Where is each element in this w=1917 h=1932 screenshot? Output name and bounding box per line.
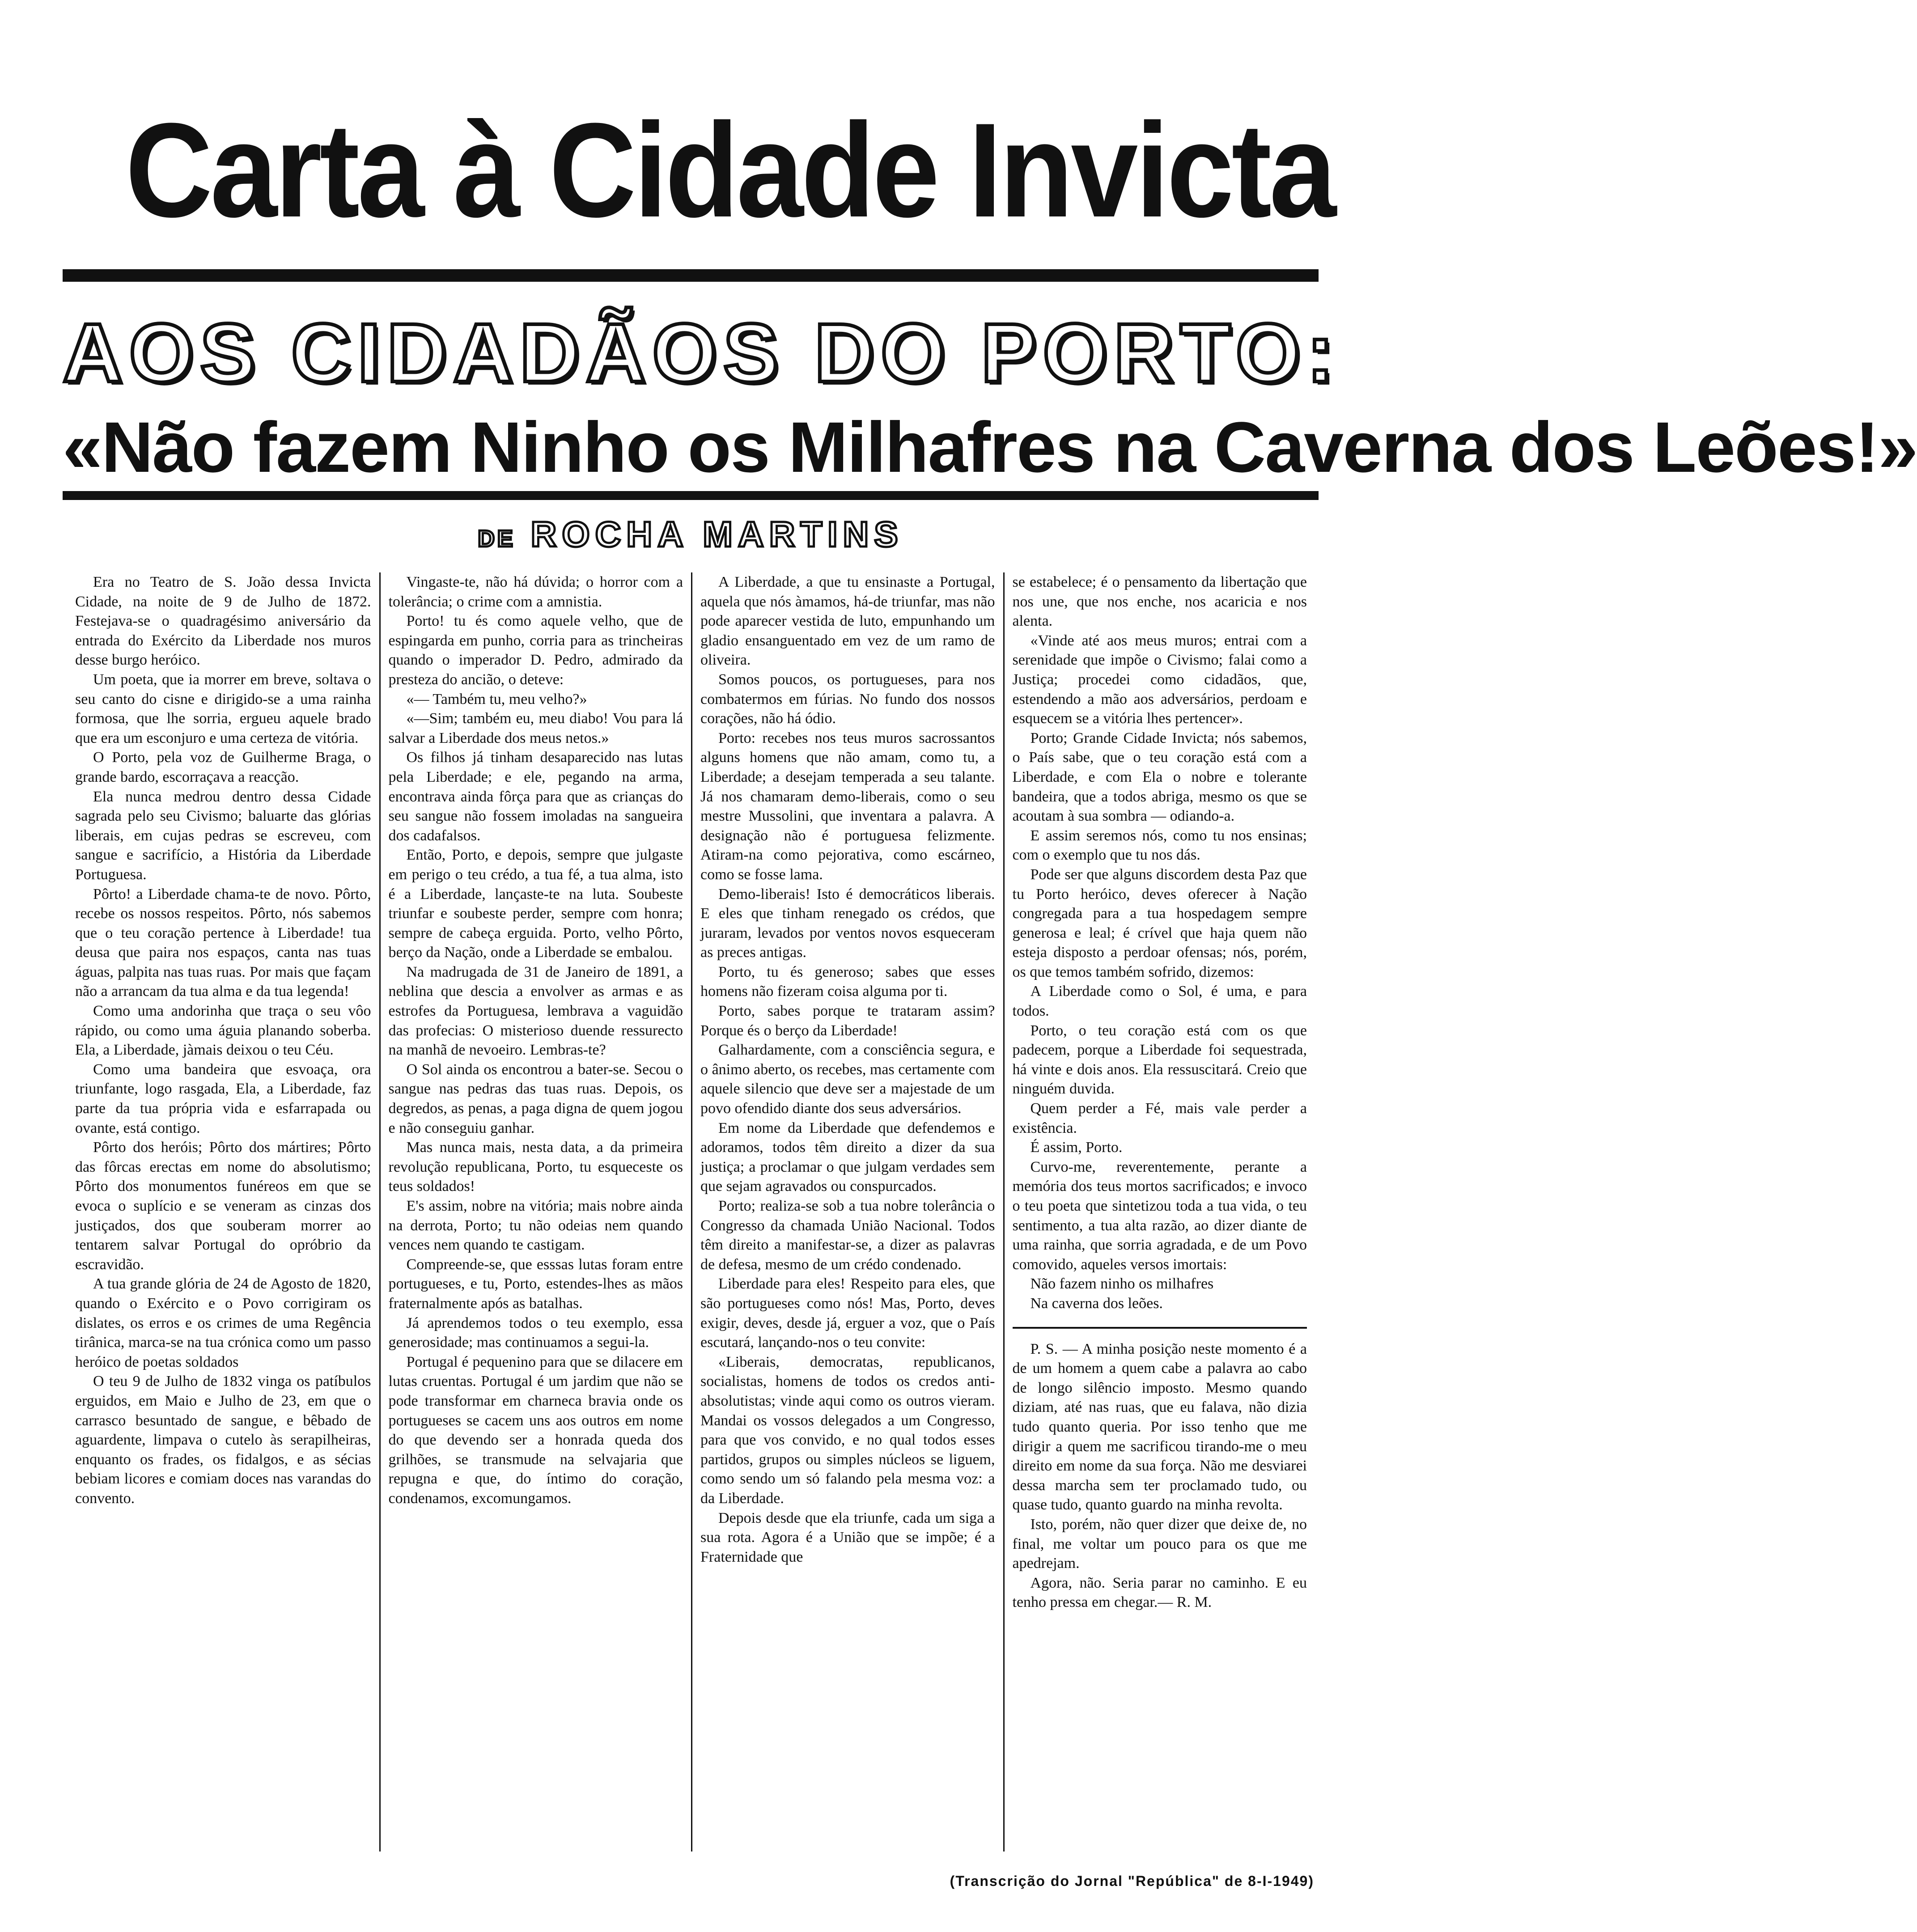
paragraph: Porto, o teu coração está com os que padecem, porque a Liberdade foi sequestrada, há vinte e dois anos. Ela ressuscitará. Creio que ninguém duvida.: [1012, 1022, 1307, 1097]
paragraph: A Liberdade, a que tu ensinaste a Portugal, aquela que nós àmamos, há-de triunfar, mas não pode aparecer vestida de luto, empunhando um gladio ensanguentado em vez de um ramo de oliveira.: [700, 574, 995, 669]
paragraph: Em nome da Liberdade que defendemos e adoramos, todos têm direito a dizer da sua justiça; a proclamar o que julgam verdades sem que sejam agravados ou conspurcados.: [700, 1119, 995, 1195]
paragraph: Portugal é pequenino para que se dilacere em lutas cruentas. Portugal é um jardim que não se pode transformar em charneca bravia onde os portugueses se cacem uns aos outros em nome do que devendo ser a honrada queda dos grilhões, se transmude na selvajaria que repugna e que, do íntimo do coração, condenamos, excomungamos.: [388, 1353, 683, 1507]
paragraph: E assim seremos nós, como tu nos ensinas; com o exemplo que tu nos dás.: [1012, 827, 1307, 864]
paragraph: Liberdade para eles! Respeito para eles, que são portugueses como nós! Mas, Porto, deves exigir, deves, desde já, erguer a voz, que o País escutará, lançando-nos o teu convite:: [700, 1275, 995, 1351]
paragraph: Porto; Grande Cidade Invicta; nós sabemos, o País sabe, que o teu coração está com a Liberdade, e com Ela o nobre e tolerante bandeira, que a todos abriga, mesmo os que se acoutam à sua sombra — odiando-a.: [1012, 729, 1307, 825]
paragraph: Porto, sabes porque te trataram assim? Porque és o berço da Liberdade!: [700, 1003, 995, 1039]
source-note: (Transcrição do Jornal "República" de 8-I-1949): [950, 1873, 1314, 1889]
paragraph: Os filhos já tinham desaparecido nas lutas pela Liberdade; e ele, pegando na arma, encontrava ainda fôrça para que as crianças do seu sangue não fossem imoladas na sangueira dos cadafalsos.: [388, 749, 683, 844]
subtitle: AOS CIDADÃOS DO PORTO:: [63, 307, 1341, 399]
paragraph: A tua grande glória de 24 de Agosto de 1820, quando o Exército e o Povo corrigiram os dislates, os erros e os crimes de uma Regência tirânica, marca-se na tua crónica como um passo heróico de poetas soldados: [75, 1275, 371, 1370]
paragraph: Então, Porto, e depois, sempre que julgaste em perigo o teu crédo, a tua fé, a tua alma, isto é a Liberdade, lançaste-te na luta. Soubeste triunfar e soubeste perder, sempre com honra; sempre de cabeça erguida. Porto, velho Pôrto, berço da Nação, onde a Liberdade se embalou.: [388, 847, 683, 961]
paragraph: Porto, tu és generoso; sabes que esses homens não fizeram coisa alguma por ti.: [700, 963, 995, 1000]
page-title: Carta à Cidade Invicta: [125, 95, 1334, 245]
paragraph: Agora, não. Seria parar no caminho. E eu tenho pressa em chegar.— R. M.: [1012, 1574, 1307, 1611]
paragraph: Pôrto dos heróis; Pôrto dos mártires; Pôrto das fôrcas erectas em nome do absolutismo; Pôrto dos monumentos funéreos em que se evoca o suplício e se veneram as cinzas dos justiçados, dos que souberam morrer ao tentarem salvar Portugal do opróbrio da escravidão.: [75, 1139, 371, 1273]
article-column-1: [67, 572, 379, 1852]
article-column-2: [379, 572, 691, 1852]
paragraph: Como uma andorinha que traça o seu vôo rápido, ou como uma águia planando soberba. Ela, a Liberdade, jàmais deixou o teu Céu.: [75, 1003, 371, 1059]
postscript: P. S. — A minha posição neste momento é a de um homem a quem cabe a palavra ao cabo de longo silêncio imposto. Mesmo quando diziam, até nas ruas, que eu falava, não dizia tudo quanto queria. Por isso tenho que me dirigir a quem me sacrificou tirando-me o meu direito em nome da sua força. Não me desviarei dessa marcha sem ter proclamado tudo, ou quase tudo, quanto guardo na minha revolta.: [1013, 1327, 1307, 1515]
paragraph: se estabelece; é o pensamento da libertação que nos une, que nos enche, nos acaricia e nos alenta.: [1012, 574, 1307, 630]
paragraph: Já aprendemos todos o teu exemplo, essa generosidade; mas continuamos a segui-la.: [388, 1314, 683, 1351]
paragraph: E's assim, nobre na vitória; mais nobre ainda na derrota, Porto; tu não odeias nem quando vences nem quando te castigam.: [388, 1198, 683, 1254]
paragraph: Demo-liberais! Isto é democráticos liberais. E eles que tinham renegado os crédos, que juraram, levados por ventos novos esqueceram as preces antigas.: [700, 886, 995, 961]
paragraph: Porto; realiza-se sob a tua nobre tolerância o Congresso da chamada União Nacional. Todos têm direito a manifestar-se, a dizer as palavras de defesa, mesmo de um crédo condenado.: [700, 1198, 995, 1273]
paragraph: Quem perder a Fé, mais vale perder a existência.: [1012, 1100, 1307, 1136]
paragraph: Ela nunca medrou dentro dessa Cidade sagrada pelo seu Civismo; baluarte das glórias liberais, em cujas pedras se escreveu, com sangue e sacrifício, a História da Liberdade Portuguesa.: [75, 788, 371, 883]
verse-line: Na caverna dos leões.: [1030, 1295, 1163, 1312]
byline: [63, 514, 1319, 555]
paragraph: É assim, Porto.: [1030, 1139, 1123, 1156]
paragraph: «Liberais, democratas, republicanos, socialistas, homens de todos os credos anti-absolutistas; vinde aqui como os outros vieram. Mandai os vossos delegados a um Congresso, para que vos convido, e no qual todos esses partidos, grupos ou simples núcleos se liguem, como sendo um só falando pela mesma voz: a da Liberdade.: [700, 1353, 995, 1507]
verse-line: Não fazem ninho os milhafres: [1030, 1275, 1214, 1292]
title-rule: [63, 269, 1319, 282]
paragraph: Galhardamente, com a consciência segura, e o ânimo aberto, os recebes, mas certamente com aquele silencio que deve ser a majestade de um povo ofendido diante dos seus adversários.: [700, 1042, 995, 1117]
paragraph: Um poeta, que ia morrer em breve, soltava o seu canto do cisne e dirigido-se a uma rainha formosa, que lhe sorria, ergueu aquele brado que era um esconjuro e uma certeza de vitória.: [75, 671, 371, 746]
paragraph: O Porto, pela voz de Guilherme Braga, o grande bardo, escorraçava a reacção.: [75, 749, 371, 785]
paragraph: Curvo-me, reverentemente, perante a memória dos teus mortos sacrificados; e invoco o teu poeta que sintetizou toda a tua vida, o teu sentimento, a tua alta razão, ao dizer diante de uma rainha, que sorria agradada, e de um Povo comovido, aqueles versos imortais:: [1012, 1158, 1307, 1273]
headline-rule: [63, 491, 1319, 500]
paragraph: Era no Teatro de S. João dessa Invicta Cidade, na noite de 9 de Julho de 1872. Festejava-se o quadragésimo aniversário da entrada do Exército da Liberdade nos muros desse burgo heróico.: [75, 574, 371, 669]
paragraph: O Sol ainda os encontrou a bater-se. Secou o sangue nas pedras das tuas ruas. Depois, os degredos, as penas, a paga digna de quem jogou e não conseguiu ganhar.: [388, 1061, 683, 1136]
article-column-3: [691, 572, 1003, 1852]
paragraph: Como uma bandeira que esvoaça, ora triunfante, logo rasgada, Ela, a Liberdade, faz parte da tua própria vida e esfarrapada ou ovante, está contigo.: [75, 1061, 371, 1136]
paragraph: Depois desde que ela triunfe, cada um siga a sua rota. Agora é a União que se impõe; é a Fraternidade que: [700, 1509, 995, 1565]
paragraph: Compreende-se, que esssas lutas foram entre portugueses, e tu, Porto, estendes-lhes as mãos fraternalmente após as batalhas.: [388, 1256, 683, 1312]
byline-author: ROCHA MARTINS: [530, 514, 903, 554]
paragraph: Porto! tu és como aquele velho, que de espingarda em punho, corria para as trincheiras quando o imperador D. Pedro, admirado da presteza do ancião, o deteve:: [388, 613, 683, 688]
paragraph: Pode ser que alguns discordem desta Paz que tu Porto heróico, deves oferecer à Nação congregada para a tua hospedagem sempre generosa e leal; é crível que haja quem não esteja disposto a perdoar ofensas; nós, porém, os que temos também sofrido, dizemos:: [1012, 866, 1307, 980]
paragraph: «Vinde até aos meus muros; entrai com a serenidade que impõe o Civismo; falai como a Justiça; procedei como cidadãos, que, estendendo a mão aos adversários, perdoam e esquecem se a vitória lhes pertencer».: [1012, 632, 1307, 727]
paragraph: A Liberdade como o Sol, é uma, e para todos.: [1012, 983, 1307, 1020]
article-body: [67, 572, 1315, 1852]
paragraph: «—Sim; também eu, meu diabo! Vou para lá salvar a Liberdade dos meus netos.»: [388, 710, 683, 746]
article-column-4: [1003, 572, 1315, 1852]
paragraph: Porto: recebes nos teus muros sacrossantos alguns homens que não amam, como tu, a Liberdade; a desejam temperada a seu talante. Já nos chamaram demo-liberais, como o seu mestre Mussolini, que inventara a palavra. A designação não é portuguesa felizmente. Atiram-na como pejorativa, como escárneo, como se fosse lama.: [700, 729, 995, 883]
headline-quote: «Não fazem Ninho os Milhafres na Caverna dos Leões!»: [63, 407, 1917, 487]
paragraph: Na madrugada de 31 de Janeiro de 1891, a neblina que descia a envolver as armas e as estrofes da Portuguesa, lembrava a vaguidão das profecias: O misterioso duende ressurecto na manhã de nevoeiro. Lembras-te?: [388, 963, 683, 1059]
paragraph: «— Também tu, meu velho?»: [406, 691, 587, 708]
paragraph: Pôrto! a Liberdade chama-te de novo. Pôrto, recebe os nossos respeitos. Pôrto, nós sabemos que o teu coração pertence à Liberdade! tua deusa que paira nos espaços, canta nas tuas águas, palpita nas tuas ruas. Por mais que façam não a arrancam da tua alma e da tua legenda!: [75, 886, 371, 1000]
paragraph: Vingaste-te, não há dúvida; o horror com a tolerância; o crime com a amnistia.: [388, 574, 683, 610]
paragraph: Mas nunca mais, nesta data, a da primeira revolução republicana, Porto, tu esqueceste os teus soldados!: [388, 1139, 683, 1195]
paragraph: O teu 9 de Julho de 1832 vinga os patíbulos erguidos, em Maio e Julho de 23, em que o carrasco besuntado de sangue, e bêbado de aguardente, limpava o cutelo às serapilheiras, enquanto os frades, os fidalgos, e as sécias bebiam licores e comiam doces nas varandas do convento.: [75, 1373, 371, 1507]
paragraph: Somos poucos, os portugueses, para nos combatermos em fúrias. No fundo dos nossos corações, não há ódio.: [700, 671, 995, 727]
paragraph: Isto, porém, não quer dizer que deixe de, no final, me voltar um pouco para os que me apedrejam.: [1012, 1516, 1307, 1572]
byline-prefix: DE: [478, 526, 516, 552]
